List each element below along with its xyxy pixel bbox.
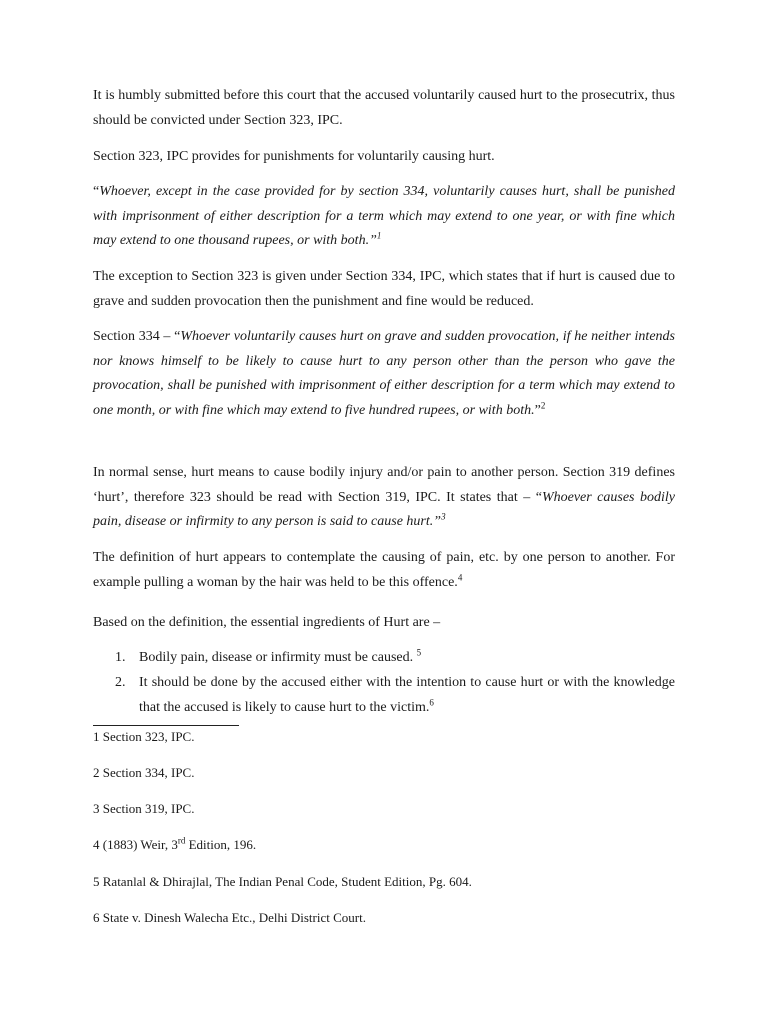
paragraph-exception: The exception to Section 323 is given under Section 334, IPC, which states that if hurt is caused due to grave and sudden provocation then the punishment and fine would be reduced. bbox=[93, 269, 675, 309]
paragraph-submission: It is humbly submitted before this court that the accused voluntarily caused hurt to the prosecutrix, thus should be convicted under Section 323, IPC. bbox=[93, 88, 675, 128]
list-item: 2. It should be done by the accused either with the intention to cause hurt or with the knowledge that the accused is likely to cause hurt to the victim.$^6$ bbox=[115, 675, 675, 715]
quote-section-334: Section 334 – “Whoever voluntarily causes hurt on grave and sudden provocation, if he neither intends nor knows himself to be likely to cause hurt to any person other than the person who gave the provocation, shall be punished with imprisonment of either description for a term which may extend to one month, or with fine which may extend to five hundred rupees, or with both.”$^2$ bbox=[93, 329, 675, 418]
paragraph-section-323: Section 323, IPC provides for punishments for voluntarily causing hurt. bbox=[93, 149, 495, 164]
footnote-4: 4 (1883) Weir, 3rd Edition, 196. bbox=[93, 835, 257, 852]
quote-section-323: “Whoever, except in the case provided for by section 334, voluntarily causes hurt, shall be punished with imprisonment of either description for a term which may extend to one year, or with fine which may extend to one thousand rupees, or with both.”$^1$ bbox=[93, 184, 675, 248]
footnote-ref-1: 1 bbox=[376, 230, 382, 241]
paragraph-ingredients: Based on the definition, the essential ingredients of Hurt are – bbox=[93, 615, 441, 630]
footnote-3: 3 Section 319, IPC. bbox=[93, 801, 195, 816]
footnote-ref-2: 2 bbox=[540, 399, 546, 410]
footnote-ref-3: 3 bbox=[441, 511, 446, 522]
footnote-2: 2 Section 334, IPC. bbox=[93, 765, 195, 780]
footnote-ref-5: 5 bbox=[416, 647, 422, 658]
paragraph-hurt-definition: In normal sense, hurt means to cause bodily injury and/or pain to another person. Section 319 defines ‘hurt’, therefore 323 should be read with Section 319, IPC. It states that – “Whoever causes bodily pain, disease or infirmity to any person is said to cause hurt.”$^3$ bbox=[93, 465, 675, 529]
footnote-6: 6 State v. Dinesh Walecha Etc., Delhi District Court. bbox=[93, 910, 366, 925]
footnote-separator bbox=[93, 725, 239, 726]
footnote-5: 5 Ratanlal & Dhirajlal, The Indian Penal Code, Student Edition, Pg. 604. bbox=[93, 874, 472, 889]
list-item: 1. Bodily pain, disease or infirmity must be caused. $^5$ bbox=[115, 647, 422, 665]
footnote-ref-4: 4 bbox=[457, 571, 463, 582]
footnote-1: 1 Section 323, IPC. bbox=[93, 729, 195, 744]
paragraph-example: The definition of hurt appears to contemplate the causing of pain, etc. by one person to another. For example pulling a woman by the hair was held to be this offence.$^4$ bbox=[93, 550, 675, 590]
footnote-ref-6: 6 bbox=[429, 696, 434, 707]
